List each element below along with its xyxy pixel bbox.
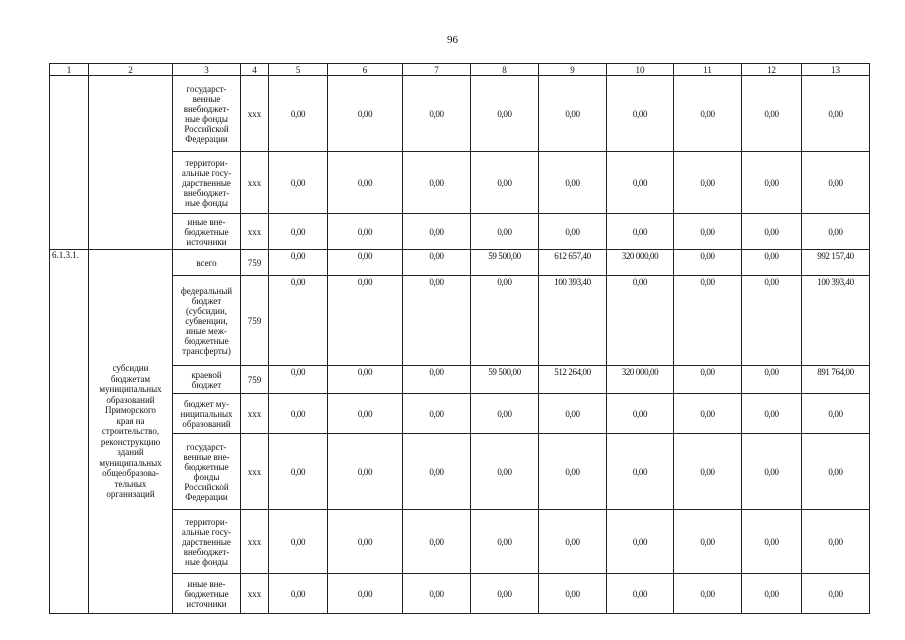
amount-cell: 0,00 xyxy=(742,574,802,614)
amount-cell: 0,00 xyxy=(269,250,328,276)
column-number-row xyxy=(50,64,870,76)
amount-cell: 0,00 xyxy=(403,76,471,152)
amount-cell: 0,00 xyxy=(328,394,403,434)
amount-cell: 0,00 xyxy=(471,276,539,366)
amount-cell: 891 764,00 xyxy=(802,366,870,394)
amount-cell: 0,00 xyxy=(328,250,403,276)
amount-cell: 0,00 xyxy=(269,152,328,214)
row-number-cell: 6.1.3.1. xyxy=(50,250,89,614)
amount-cell: 100 393,40 xyxy=(802,276,870,366)
amount-cell: 0,00 xyxy=(742,152,802,214)
amount-cell: 612 657,40 xyxy=(539,250,607,276)
column-number: 10 xyxy=(607,64,674,76)
column-number: 4 xyxy=(241,64,269,76)
amount-cell: 0,00 xyxy=(674,366,742,394)
amount-cell: 0,00 xyxy=(269,574,328,614)
amount-cell: 0,00 xyxy=(328,76,403,152)
table-row xyxy=(50,510,870,574)
amount-cell: 0,00 xyxy=(674,394,742,434)
column-number: 1 xyxy=(50,64,89,76)
description-cell: субсидии бюджетам муниципальных образований Приморского края на строительство, реконструкцию зданий муниципальных общеобразова- тельных организаций xyxy=(89,250,173,614)
funding-source-cell: бюджет му- ниципальных образований xyxy=(173,394,241,434)
amount-cell: 0,00 xyxy=(607,510,674,574)
column-number: 2 xyxy=(89,64,173,76)
amount-cell: 0,00 xyxy=(674,76,742,152)
budget-code-cell: ххх xyxy=(241,510,269,574)
amount-cell: 992 157,40 xyxy=(802,250,870,276)
amount-cell: 0,00 xyxy=(471,434,539,510)
amount-cell: 0,00 xyxy=(269,76,328,152)
amount-cell: 0,00 xyxy=(742,434,802,510)
amount-cell: 0,00 xyxy=(269,214,328,250)
amount-cell: 0,00 xyxy=(607,214,674,250)
amount-cell: 0,00 xyxy=(328,366,403,394)
amount-cell: 0,00 xyxy=(403,510,471,574)
description-cell xyxy=(89,76,173,250)
amount-cell: 0,00 xyxy=(471,394,539,434)
amount-cell: 0,00 xyxy=(403,574,471,614)
amount-cell: 0,00 xyxy=(674,276,742,366)
amount-cell: 0,00 xyxy=(802,394,870,434)
budget-code-cell: ххх xyxy=(241,152,269,214)
amount-cell: 0,00 xyxy=(742,394,802,434)
amount-cell: 0,00 xyxy=(403,366,471,394)
amount-cell: 0,00 xyxy=(802,152,870,214)
amount-cell: 0,00 xyxy=(674,152,742,214)
budget-code-cell: 759 xyxy=(241,366,269,394)
funding-source-cell: иные вне- бюджетные источники xyxy=(173,574,241,614)
amount-cell: 0,00 xyxy=(471,510,539,574)
amount-cell: 0,00 xyxy=(742,510,802,574)
funding-source-cell: государст- венные внебюджет- ные фонды Российской Федерации xyxy=(173,76,241,152)
funding-source-cell: государст- венные вне- бюджетные фонды Российской Федерации xyxy=(173,434,241,510)
funding-source-cell: территори- альные госу- дарственные внебюджет- ные фонды xyxy=(173,510,241,574)
column-number: 5 xyxy=(269,64,328,76)
amount-cell: 0,00 xyxy=(539,76,607,152)
column-number: 6 xyxy=(328,64,403,76)
funding-source-cell: территори- альные госу- дарственные внебюджет- ные фонды xyxy=(173,152,241,214)
amount-cell: 59 500,00 xyxy=(471,250,539,276)
amount-cell: 0,00 xyxy=(539,434,607,510)
table-row xyxy=(50,574,870,614)
amount-cell: 0,00 xyxy=(471,76,539,152)
column-number: 9 xyxy=(539,64,607,76)
amount-cell: 0,00 xyxy=(403,276,471,366)
amount-cell: 320 000,00 xyxy=(607,250,674,276)
amount-cell: 0,00 xyxy=(674,434,742,510)
table-row xyxy=(50,394,870,434)
budget-code-cell: ххх xyxy=(241,574,269,614)
amount-cell: 0,00 xyxy=(539,214,607,250)
amount-cell: 0,00 xyxy=(471,214,539,250)
amount-cell: 0,00 xyxy=(607,574,674,614)
amount-cell: 0,00 xyxy=(607,394,674,434)
amount-cell: 0,00 xyxy=(742,366,802,394)
amount-cell: 0,00 xyxy=(328,510,403,574)
amount-cell: 0,00 xyxy=(471,152,539,214)
amount-cell: 0,00 xyxy=(403,434,471,510)
column-number: 8 xyxy=(471,64,539,76)
row-number-cell xyxy=(50,76,89,250)
amount-cell: 0,00 xyxy=(403,152,471,214)
amount-cell: 0,00 xyxy=(539,574,607,614)
funding-source-cell: иные вне- бюджетные источники xyxy=(173,214,241,250)
budget-code-cell: 759 xyxy=(241,250,269,276)
column-number: 11 xyxy=(674,64,742,76)
budget-code-cell: ххх xyxy=(241,434,269,510)
amount-cell: 100 393,40 xyxy=(539,276,607,366)
amount-cell: 0,00 xyxy=(403,394,471,434)
amount-cell: 0,00 xyxy=(269,510,328,574)
column-number: 7 xyxy=(403,64,471,76)
budget-code-cell: 759 xyxy=(241,276,269,366)
amount-cell: 0,00 xyxy=(674,510,742,574)
amount-cell: 0,00 xyxy=(403,250,471,276)
amount-cell: 0,00 xyxy=(742,276,802,366)
amount-cell: 0,00 xyxy=(607,434,674,510)
amount-cell: 0,00 xyxy=(269,394,328,434)
amount-cell: 0,00 xyxy=(607,152,674,214)
amount-cell: 0,00 xyxy=(328,214,403,250)
amount-cell: 0,00 xyxy=(539,510,607,574)
amount-cell: 0,00 xyxy=(269,276,328,366)
amount-cell: 0,00 xyxy=(539,152,607,214)
funding-source-cell: всего xyxy=(173,250,241,276)
amount-cell: 0,00 xyxy=(328,152,403,214)
amount-cell: 59 500,00 xyxy=(471,366,539,394)
amount-cell: 0,00 xyxy=(802,434,870,510)
table-row xyxy=(50,366,870,394)
amount-cell: 0,00 xyxy=(607,76,674,152)
amount-cell: 0,00 xyxy=(674,250,742,276)
table-row xyxy=(50,434,870,510)
budget-code-cell: ххх xyxy=(241,214,269,250)
table-row xyxy=(50,76,870,152)
budget-table xyxy=(49,63,870,614)
amount-cell: 0,00 xyxy=(674,574,742,614)
column-number: 3 xyxy=(173,64,241,76)
amount-cell: 0,00 xyxy=(471,574,539,614)
amount-cell: 0,00 xyxy=(802,574,870,614)
table-row xyxy=(50,250,870,276)
amount-cell: 0,00 xyxy=(328,574,403,614)
funding-source-cell: федеральный бюджет (субсидии, субвенции, иные меж- бюджетные трансферты) xyxy=(173,276,241,366)
column-number: 12 xyxy=(742,64,802,76)
amount-cell: 0,00 xyxy=(269,434,328,510)
amount-cell: 0,00 xyxy=(539,394,607,434)
amount-cell: 0,00 xyxy=(607,276,674,366)
amount-cell: 0,00 xyxy=(802,214,870,250)
amount-cell: 0,00 xyxy=(742,250,802,276)
budget-code-cell: ххх xyxy=(241,76,269,152)
table-row xyxy=(50,152,870,214)
amount-cell: 0,00 xyxy=(802,510,870,574)
amount-cell: 0,00 xyxy=(269,366,328,394)
amount-cell: 0,00 xyxy=(742,214,802,250)
amount-cell: 0,00 xyxy=(742,76,802,152)
amount-cell: 320 000,00 xyxy=(607,366,674,394)
column-number: 13 xyxy=(802,64,870,76)
budget-code-cell: ххх xyxy=(241,394,269,434)
amount-cell: 0,00 xyxy=(328,434,403,510)
table-row xyxy=(50,214,870,250)
page-number: 96 xyxy=(447,34,458,46)
amount-cell: 0,00 xyxy=(802,76,870,152)
amount-cell: 0,00 xyxy=(674,214,742,250)
table-row xyxy=(50,276,870,366)
amount-cell: 0,00 xyxy=(403,214,471,250)
amount-cell: 512 264,00 xyxy=(539,366,607,394)
amount-cell: 0,00 xyxy=(328,276,403,366)
funding-source-cell: краевой бюджет xyxy=(173,366,241,394)
